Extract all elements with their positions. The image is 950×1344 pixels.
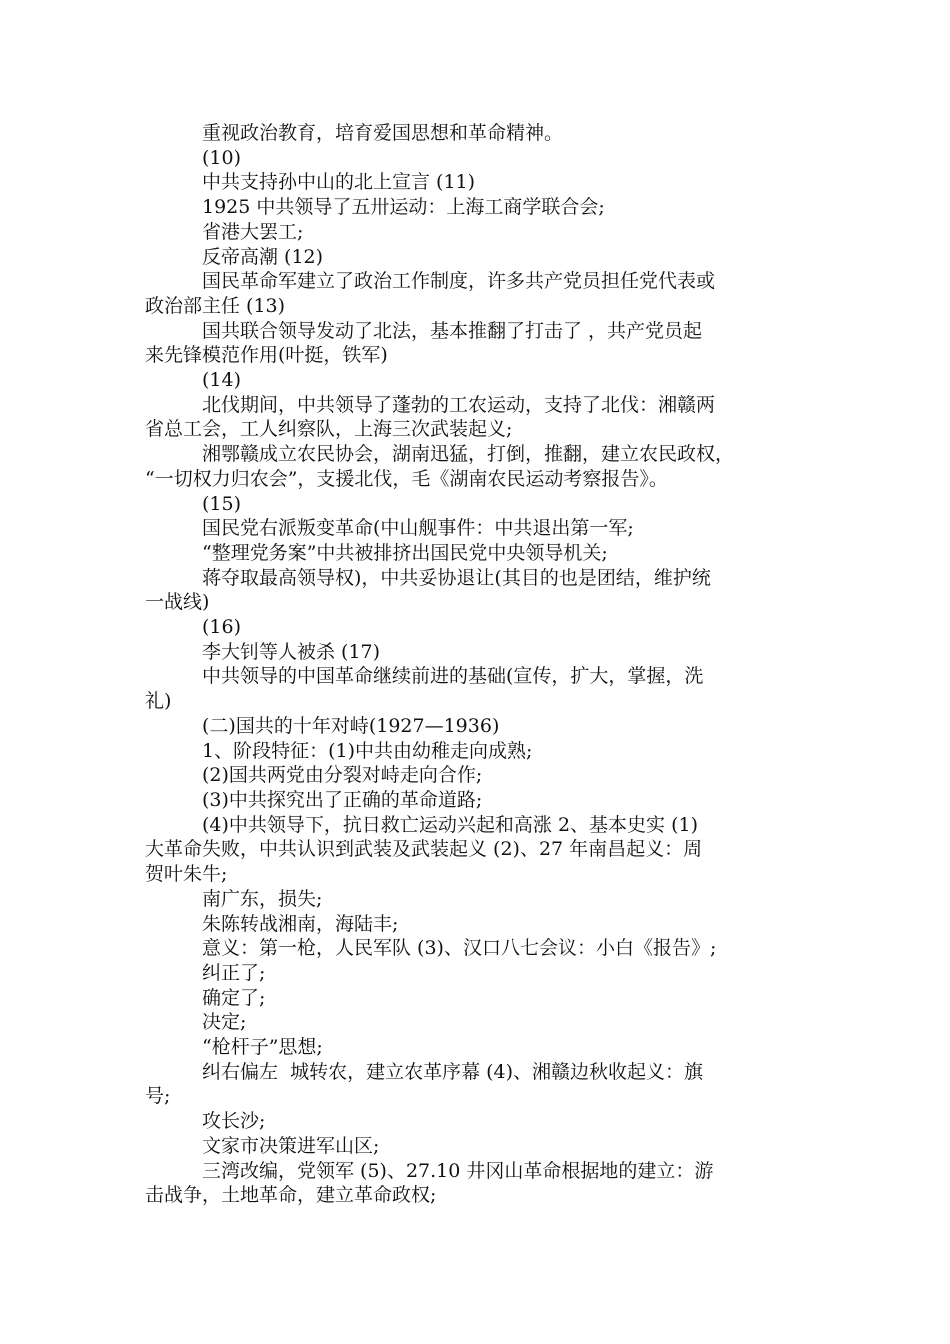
text-line: 攻长沙;	[202, 1110, 266, 1133]
text-line: 来先锋模范作用(叶挺，铁军)	[145, 344, 388, 367]
text-line: 湘鄂赣成立农民协会，湖南迅猛，打倒，推翻，建立农民政权，	[202, 443, 735, 466]
text-line: “整理党务案”中共被排挤出国民党中央领导机关;	[202, 541, 608, 564]
text-line: 蒋夺取最高领导权)，中共妥协退让(其目的也是团结，维护统	[202, 566, 711, 589]
text-line: 国民革命军建立了政治工作制度，许多共产党员担任党代表或	[202, 270, 716, 293]
text-line: 国民党右派叛变革命(中山舰事件：中共退出第一军;	[202, 517, 634, 540]
text-line: 文家市决策进军山区;	[202, 1134, 380, 1157]
text-line: 1925 中共领导了五卅运动：上海工商学联合会;	[202, 196, 605, 219]
text-line: 北伐期间，中共领导了蓬勃的工农运动，支持了北伐：湘赣两	[202, 393, 716, 416]
text-line: 中共支持孙中山的北上宣言 (11)	[202, 171, 476, 194]
text-line: (16)	[202, 616, 242, 639]
text-line: 朱陈转战湘南，海陆丰;	[202, 912, 399, 935]
text-line: (15)	[202, 492, 242, 515]
text-line: 纠右偏左 城转农，建立农革序幕 (4)、湘赣边秋收起义：旗	[202, 1060, 704, 1083]
text-line: 李大钊等人被杀 (17)	[202, 640, 381, 663]
text-line: 一战线)	[145, 591, 210, 614]
text-line: 大革命失败，中共认识到武装及武装起义 (2)、27 年南昌起义：周	[145, 838, 703, 861]
text-line: 反帝高潮 (12)	[202, 245, 324, 268]
text-line: “一切权力归农会”，支援北伐，毛《湖南农民运动考察报告》。	[145, 467, 668, 490]
text-line: (4)中共领导下，抗日救亡运动兴起和高涨 2、基本史实 (1)	[202, 813, 698, 836]
text-line: (3)中共探究出了正确的革命道路;	[202, 788, 483, 811]
text-line: 礼)	[145, 690, 172, 713]
text-line: (10)	[202, 146, 242, 169]
text-line: 省港大罢工;	[202, 220, 304, 243]
text-line: (14)	[202, 369, 242, 392]
text-line: “枪杆子”思想;	[202, 1036, 323, 1059]
text-line: 意义：第一枪，人民军队 (3)、汉口八七会议：小白《报告》;	[202, 937, 717, 960]
text-line: 贺叶朱牛;	[145, 863, 228, 886]
text-line: 击战争，土地革命，建立革命政权;	[145, 1184, 437, 1207]
text-line: 号;	[145, 1085, 171, 1108]
text-line: (2)国共两党由分裂对峙走向合作;	[202, 764, 483, 787]
text-line: 三湾改编，党领军 (5)、27.10 井冈山革命根据地的建立：游	[202, 1159, 714, 1182]
text-line: 纠正了;	[202, 961, 266, 984]
text-line: 确定了;	[202, 986, 266, 1009]
text-line: 决定;	[202, 1011, 247, 1034]
text-line: 国共联合领导发动了北法，基本推翻了打击了 ，共产党员起	[202, 319, 703, 342]
text-line: 1、阶段特征：(1)中共由幼稚走向成熟;	[202, 739, 533, 762]
text-line: 中共领导的中国革命继续前进的基础(宣传，扩大，掌握，洗	[202, 665, 704, 688]
text-line: (二)国共的十年对峙(1927—1936)	[202, 714, 500, 737]
document-body	[145, 121, 810, 1208]
text-line: 政治部主任 (13)	[145, 294, 286, 317]
text-line: 省总工会，工人纠察队，上海三次武装起义;	[145, 418, 513, 441]
text-line: 重视政治教育，培育爱国思想和革命精神。	[202, 122, 564, 144]
text-line: 南广东，损失;	[202, 887, 323, 910]
